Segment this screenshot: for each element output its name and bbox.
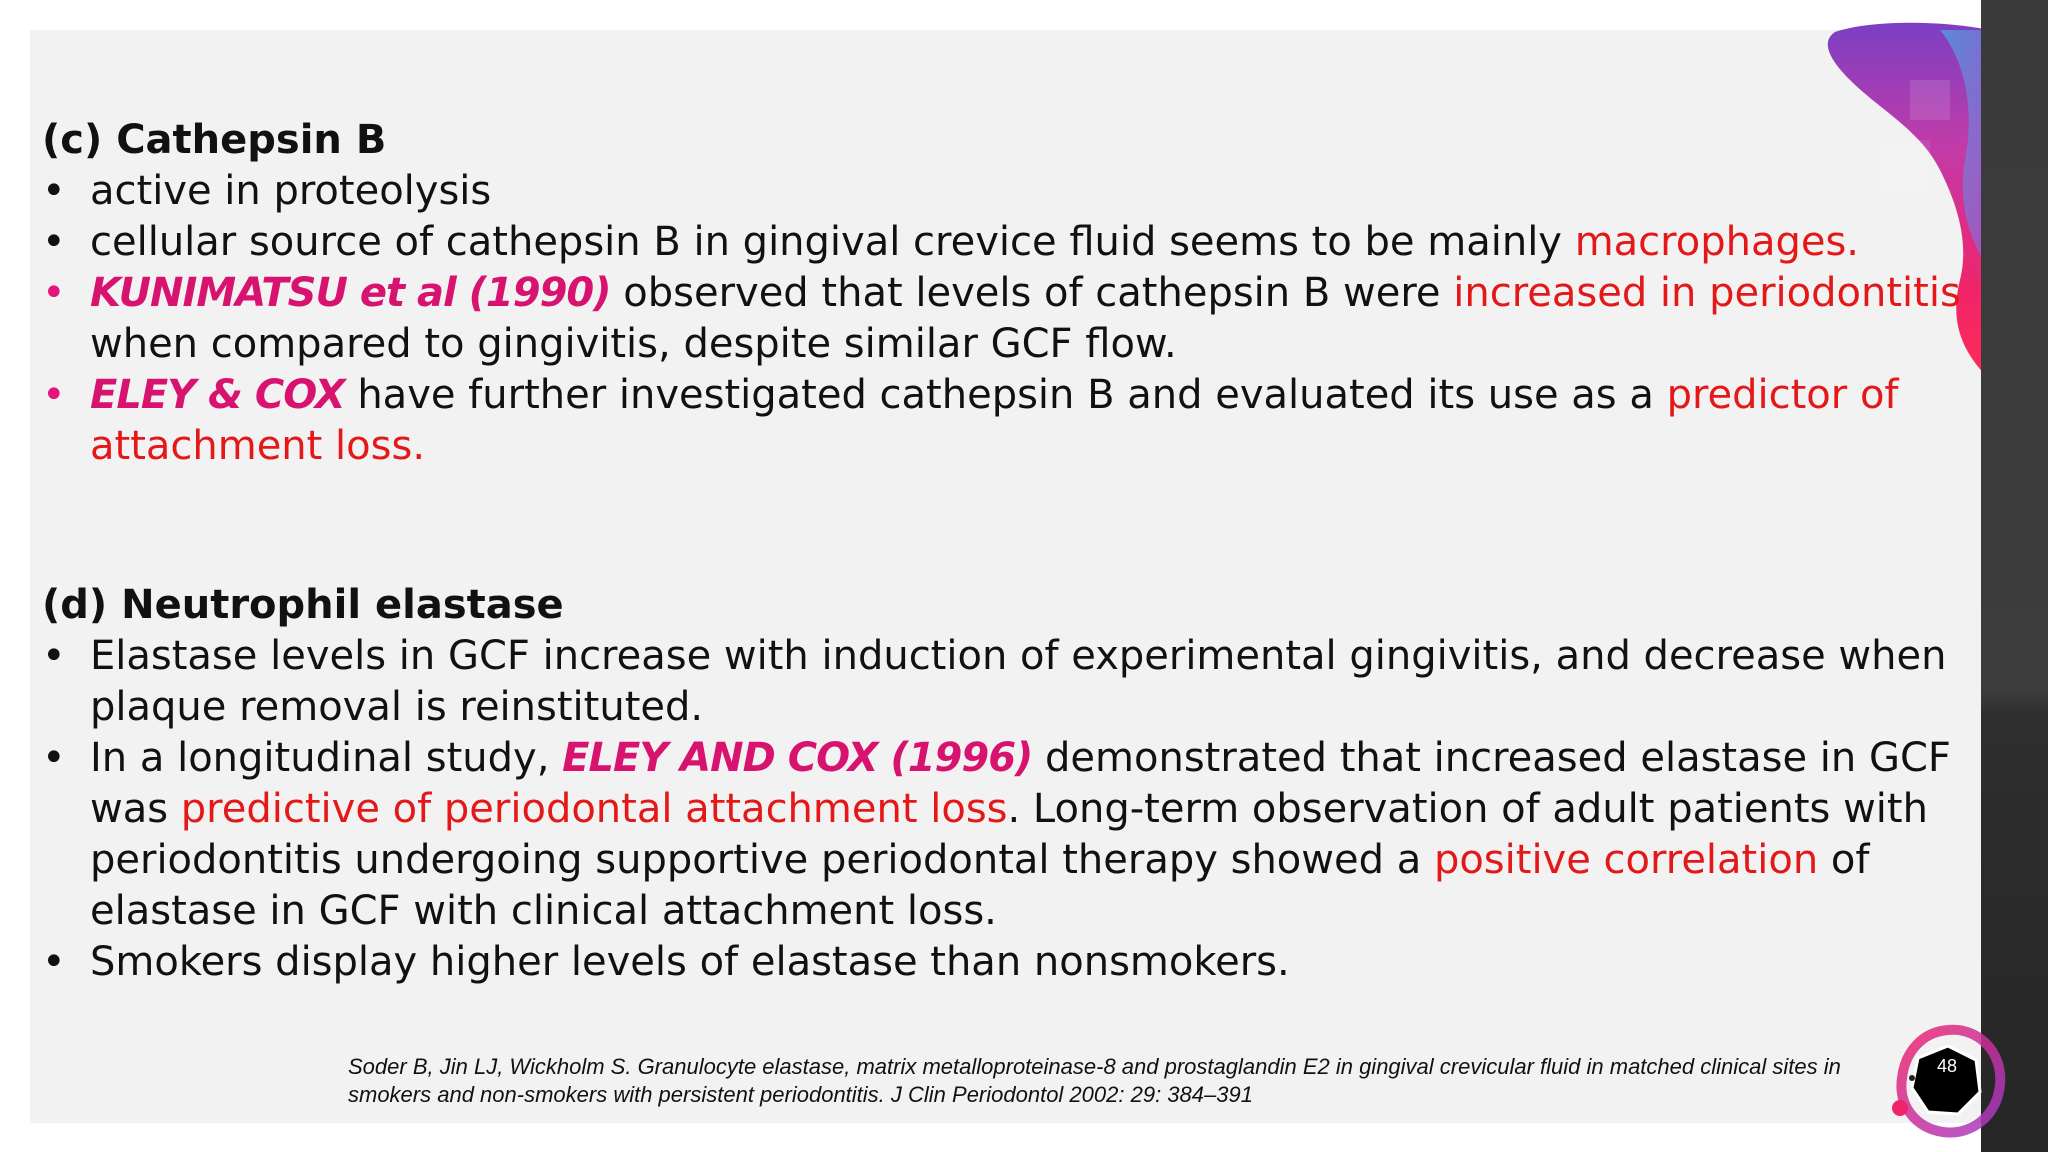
bullet-text: demonstrated that increased elastase in GCF was [90,735,1951,832]
cathepsin-b-list [42,166,1962,472]
author-citation: KUNIMATSU et al (1990) [90,270,611,316]
list-item [42,733,1962,937]
bullet-icon: • [42,270,66,316]
bullet-text: Elastase levels in GCF increase with induction of experimental gingivitis, and decrease when plaque removal is reinstituted. [90,633,1947,730]
bullet-text: cellular source of cathepsin B in gingival crevice fluid seems to be mainly [90,219,1575,265]
list-item [42,166,1962,217]
emphasis-text: increased in periodontitis [1453,270,1961,316]
bullet-text: In a longitudinal study, [90,735,563,781]
reference-citation: Soder B, Jin LJ, Wickholm S. Granulocyte elastase, matrix metalloproteinase-8 and prostaglandin E2 in gingival crevicular fluid in matched clinical sites in smokers and non-smokers with persistent periodontitis. J Clin Periodontol 2002: 29: 384–391 [348,1054,1841,1107]
list-item [42,370,1962,472]
emphasis-text: macrophages. [1574,219,1860,265]
bullet-text: have further investigated cathepsin B and evaluated its use as a [344,372,1667,418]
bullet-text: when compared to gingivitis, despite similar GCF flow. [90,321,1177,367]
neutrophil-elastase-list [42,631,1962,988]
bullet-icon: • [42,939,66,985]
bullet-text: observed that levels of cathepsin B were [610,270,1454,316]
list-item [42,268,1962,370]
emphasis-text: predictive of periodontal attachment loss [180,786,1008,832]
heading-cathepsin-b: (c) Cathepsin B [42,117,387,163]
page-number-badge [1888,1022,2008,1142]
bullet-icon: • [42,633,66,679]
page-number: 48 [1936,1056,1958,1076]
slide-content [42,115,1962,988]
list-item [42,937,1962,988]
emphasis-text: positive correlation [1433,837,1819,883]
bullet-text: active in proteolysis [90,168,492,214]
bullet-icon: • [42,372,66,418]
bullet-icon: • [42,735,66,781]
heading-neutrophil-elastase: (d) Neutrophil elastase [42,582,564,628]
bullet-icon: • [42,219,66,265]
bullet-text: Smokers display higher levels of elastase than nonsmokers. [90,939,1290,985]
author-citation: ELEY & COX [90,372,345,418]
bullet-text: of elastase in GCF with clinical attachment loss. [90,837,1870,934]
emphasis-text: predictor of attachment loss. [90,372,1899,469]
list-item [42,217,1962,268]
bullet-icon: • [42,168,66,214]
list-item [42,631,1962,733]
author-citation: ELEY AND COX (1996) [562,735,1033,781]
right-sidebar-bar [1981,0,2048,1152]
bullet-text: . Long-term observation of adult patients with periodontitis undergoing supportive periodontal therapy showed a [90,786,1928,883]
section-spacer [42,472,1962,580]
